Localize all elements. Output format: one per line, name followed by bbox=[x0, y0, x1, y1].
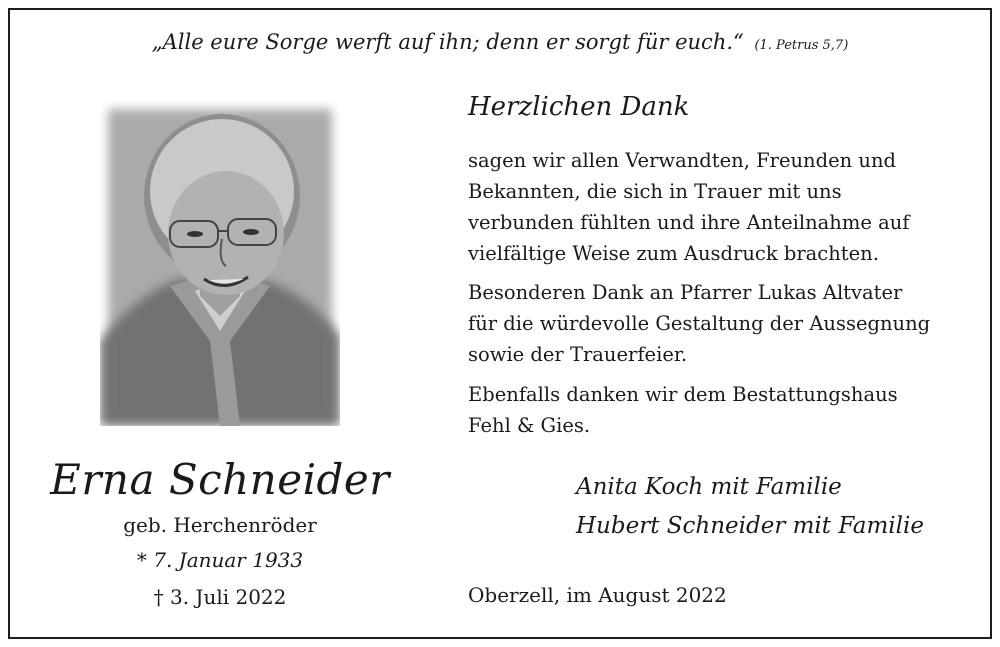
death-date: † 3. Juli 2022 bbox=[153, 585, 287, 609]
deceased-name: Erna Schneider bbox=[50, 455, 390, 504]
text-line: Fehl & Gies. bbox=[468, 414, 591, 437]
thanks-heading: Herzlichen Dank bbox=[468, 92, 690, 122]
quote-reference: (1. Petrus 5,7) bbox=[754, 38, 849, 53]
signer-2: Hubert Schneider mit Familie bbox=[576, 513, 924, 539]
text-line: sowie der Trauerfeier. bbox=[468, 343, 688, 366]
text-line: sagen wir allen Verwandten, Freunden und bbox=[468, 149, 896, 172]
signer-1: Anita Koch mit Familie bbox=[576, 474, 842, 500]
thanks-paragraph-3 bbox=[468, 379, 978, 441]
text-line: Ebenfalls danken wir dem Bestattungshaus bbox=[468, 383, 898, 406]
text-line: verbunden fühlten und ihre Anteilnahme auf bbox=[468, 211, 910, 234]
place-date: Oberzell, im August 2022 bbox=[468, 583, 727, 607]
text-line: vielfältige Weise zum Ausdruck brachten. bbox=[468, 242, 879, 265]
text-line: Besonderen Dank an Pfarrer Lukas Altvater bbox=[468, 281, 903, 304]
birth-date: * 7. Januar 1933 bbox=[136, 548, 304, 572]
bible-quote bbox=[0, 30, 1000, 54]
thanks-paragraph-1 bbox=[468, 145, 978, 269]
text-line: für die würdevolle Gestaltung der Aussegnung bbox=[468, 312, 931, 335]
text-line: Bekannten, die sich in Trauer mit uns bbox=[468, 180, 842, 203]
thanks-paragraph-2 bbox=[468, 277, 978, 370]
quote-text: „Alle eure Sorge werft auf ihn; denn er sorgt für euch.“ bbox=[151, 30, 744, 54]
portrait-photo bbox=[100, 101, 340, 426]
maiden-name: geb. Herchenröder bbox=[123, 513, 317, 537]
portrait-photo-icon bbox=[100, 101, 340, 426]
